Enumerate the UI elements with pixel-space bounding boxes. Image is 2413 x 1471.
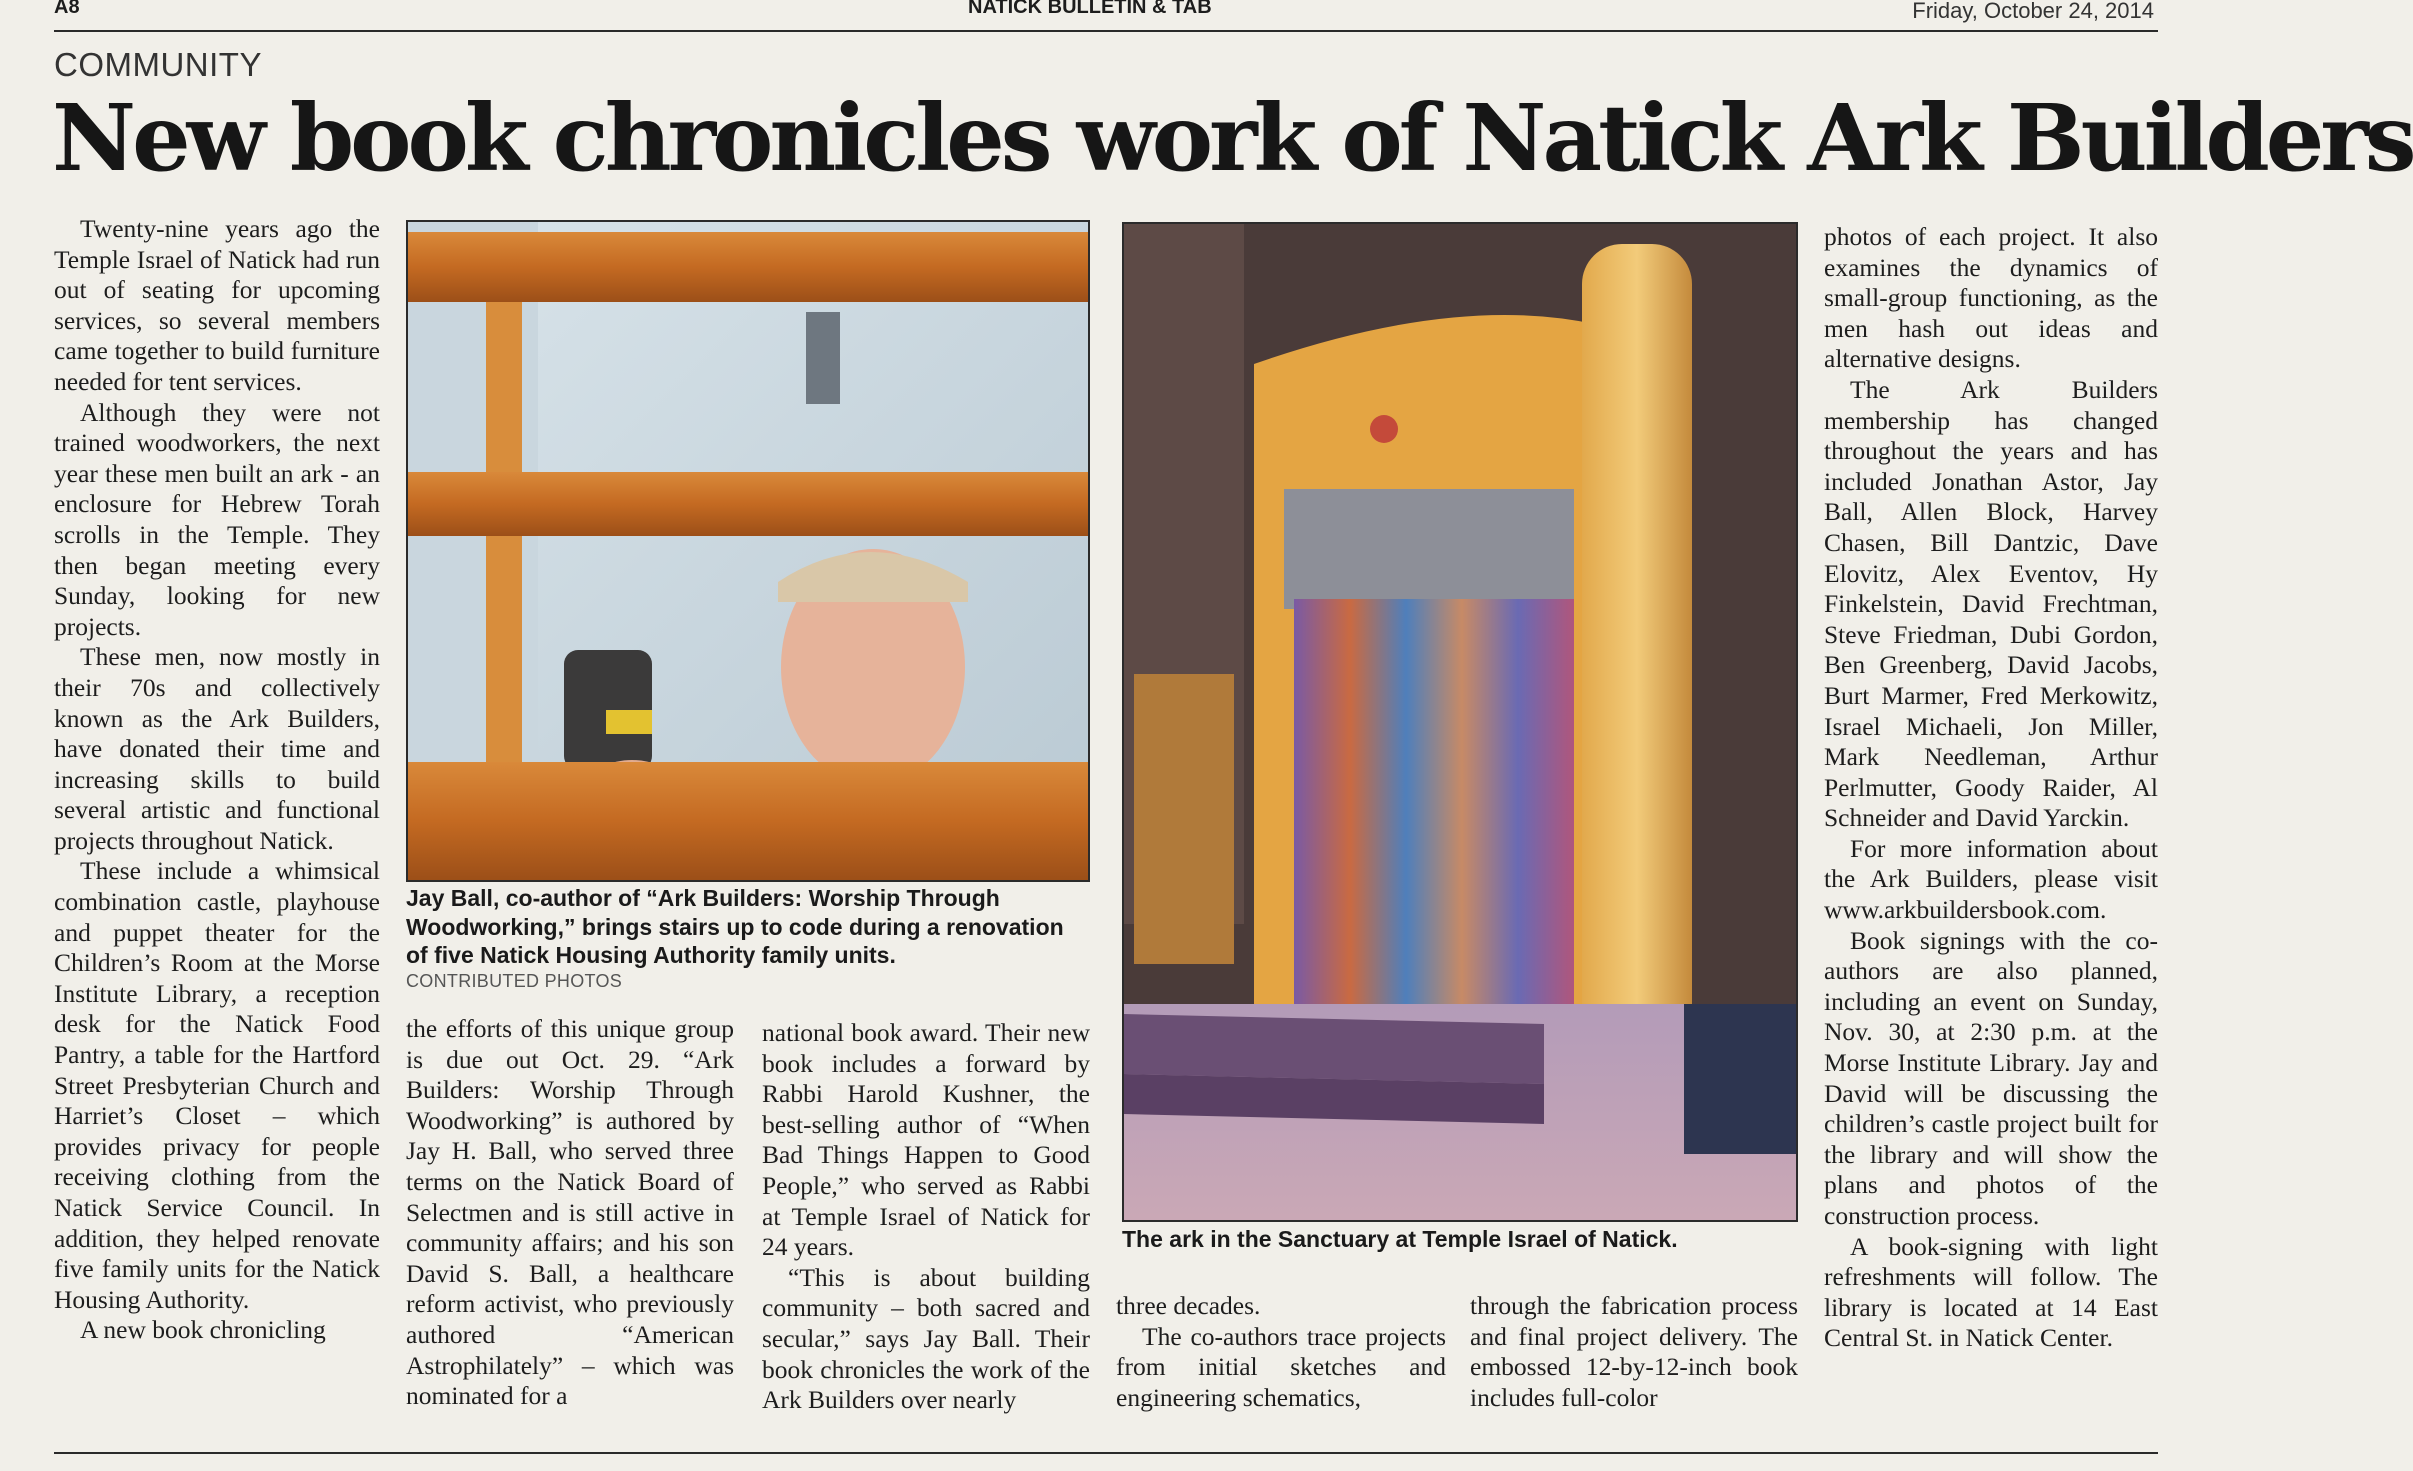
paragraph: the efforts of this unique group is due out Oct. 29. “Ark Builders: Worship Through Woodworking” is authored by Jay H. Ball, who served three terms on the Natick Board of Selectmen and is still active in community affairs; and his son David S. Ball, a healthcare reform activist, who previously authored “American Astrophilately” – which was nominated for a bbox=[406, 1014, 734, 1411]
article-column-6 bbox=[1824, 222, 2158, 1354]
article-column-4 bbox=[1116, 1291, 1446, 1413]
paragraph: photos of each project. It also examines the dynamics of small-group functioning, as the men hash out ideas and alternative designs. bbox=[1824, 222, 2158, 374]
paragraph: These include a whimsical combination castle, playhouse and puppet theater for the Children’s Room at the Morse Institute Library, a reception desk for the Natick Food Pantry, a table for the Hartford Street Presbyterian Church and Harriet’s Closet – which provides privacy for people receiving clothing from the Natick Service Council. In addition, they helped renovate five family units for the Natick Housing Authority. bbox=[54, 856, 380, 1314]
photo-ark-caption: The ark in the Sanctuary at Temple Israel of Natick. bbox=[1122, 1226, 1678, 1252]
article-column-1 bbox=[54, 214, 380, 1346]
paragraph: A new book chronicling bbox=[80, 1315, 326, 1345]
photo-jay-ball bbox=[406, 220, 1090, 882]
publication-name: NATICK BULLETIN & TAB bbox=[968, 0, 1212, 18]
paragraph: The Ark Builders membership has changed throughout the years and has included Jonathan Astor, Jay Ball, Allen Block, Harvey Chasen, Bill Dantzic, Dave Elovitz, Alex Eventov, Hy Finkelstein, David Frechtman, Steve Friedman, Dubi Gordon, Ben Greenberg, David Jacobs, Burt Marmer, Fred Merkowitz, Israel Michaeli, Jon Miller, Mark Needleman, Arthur Perlmutter, Goody Raider, Al Schneider and David Yarckin. bbox=[1824, 374, 2158, 833]
paragraph: Book signings with the co-authors are also planned, including an event on Sunday, Nov. 30, at 2:30 p.m. at the Morse Institute Library. Jay and David will be discussing the children’s castle project built for the library and will show the plans and photos of the construction process. bbox=[1824, 925, 2158, 1230]
photo-ark-sanctuary bbox=[1122, 222, 1798, 1222]
page-number: A8 bbox=[54, 0, 80, 18]
stair-photo-image bbox=[408, 222, 1088, 880]
photo-credit: CONTRIBUTED PHOTOS bbox=[406, 971, 623, 991]
paragraph: Twenty-nine years ago the Temple Israel of Natick had run out of seating for upcoming services, so several members came together to build furniture needed for tent services. bbox=[54, 214, 380, 396]
paragraph: The co-authors trace projects from initial sketches and engineering schematics, bbox=[1116, 1321, 1446, 1412]
paragraph: These men, now mostly in their 70s and collectively known as the Ark Builders, have donated their time and increasing skills to build several artistic and functional projects throughout Natick. bbox=[54, 642, 380, 855]
headline: New book chronicles work of Natick Ark Builders bbox=[52, 84, 2413, 192]
paragraph: For more information about the Ark Builders, please visit www.arkbuildersbook.com. bbox=[1824, 833, 2158, 925]
paragraph: Although they were not trained woodworkers, the next year these men built an ark - an enclosure for Hebrew Torah scrolls in the Temple. They then began meeting every Sunday, looking for new projects. bbox=[54, 397, 380, 641]
paragraph: A book-signing with light refreshments will follow. The library is located at 14 East Central St. in Natick Center. bbox=[1824, 1231, 2158, 1353]
article-column-2 bbox=[406, 1014, 734, 1412]
issue-date: Friday, October 24, 2014 bbox=[1912, 0, 2154, 23]
photo-jay-ball-caption: Jay Ball, co-author of “Ark Builders: Worship Through Woodworking,” brings stairs up to code during a renovation of five Natick Housing Authority family units. bbox=[406, 885, 1064, 968]
paragraph: “This is about building community – both sacred and secular,” says Jay Ball. Their book chronicles the work of the Ark Builders over nearly bbox=[762, 1262, 1090, 1415]
section-label: COMMUNITY bbox=[54, 46, 262, 83]
article-column-5 bbox=[1470, 1291, 1798, 1413]
article-column-3 bbox=[762, 1018, 1090, 1416]
paragraph: three decades. bbox=[1116, 1291, 1261, 1320]
paragraph: national book award. Their new book includes a forward by Rabbi Harold Kushner, the best-selling author of “When Bad Things Happen to Good People,” who served as Rabbi at Temple Israel of Natick for 24 years. bbox=[762, 1018, 1090, 1262]
ark-photo-image bbox=[1124, 224, 1796, 1220]
header-rule bbox=[54, 30, 2158, 32]
footer-rule bbox=[54, 1452, 2158, 1454]
paragraph: through the fabrication process and final project delivery. The embossed 12-by-12-inch book includes full-color bbox=[1470, 1291, 1798, 1412]
